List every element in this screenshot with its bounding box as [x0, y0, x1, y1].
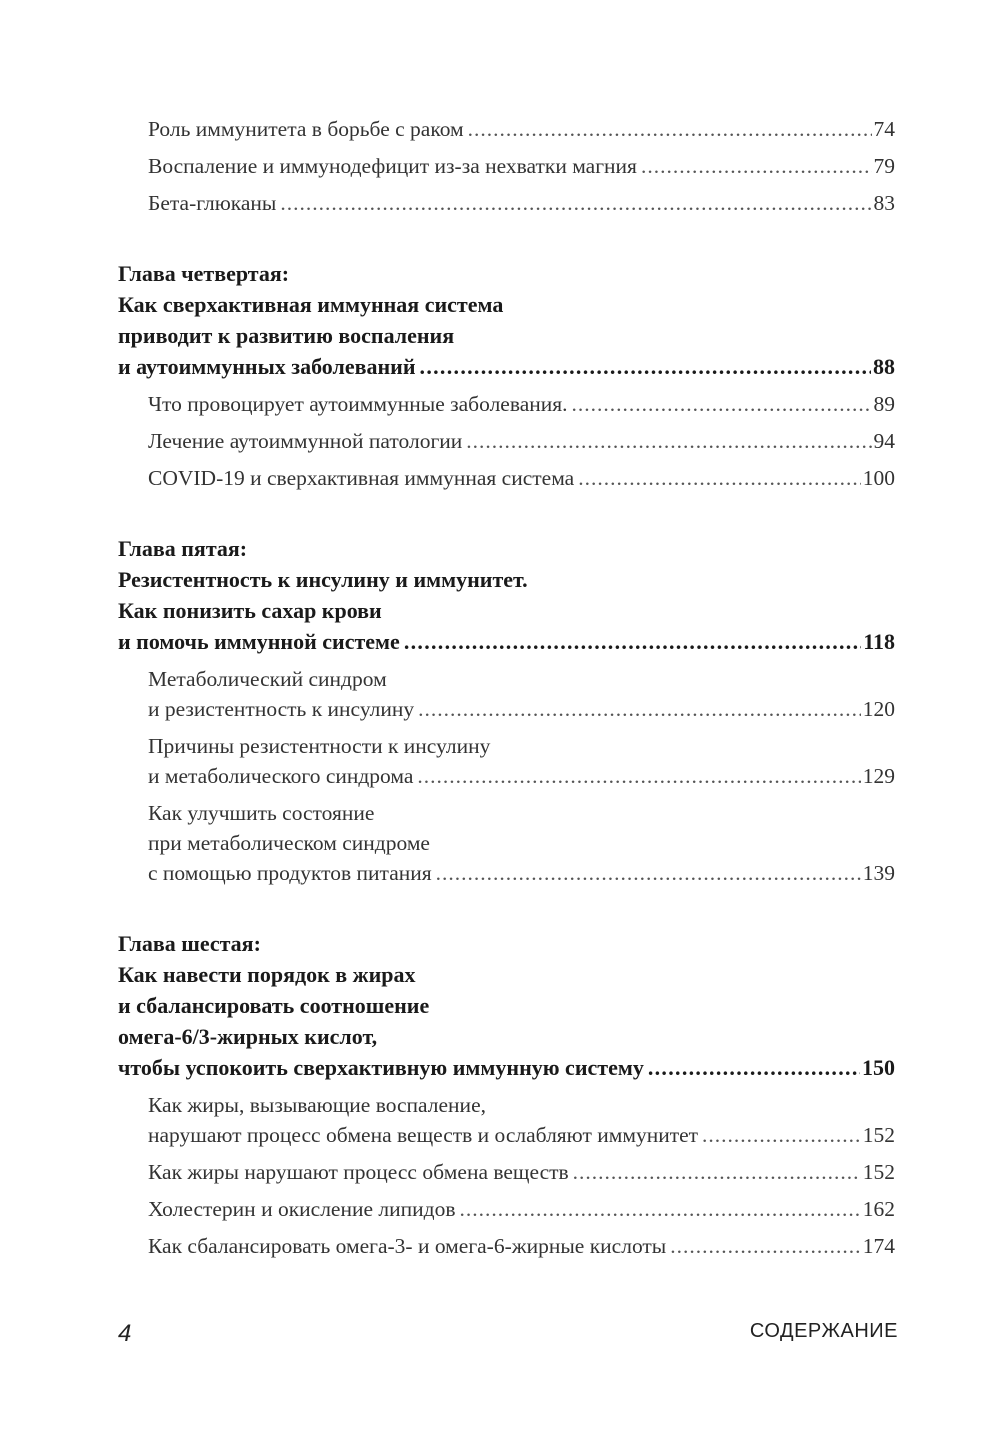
leader-dots [459, 1194, 860, 1224]
chapter-title-line: чтобы успокоить сверхактивную иммунную систему [118, 1055, 644, 1080]
chapter-title-line: приводит к развитию воспаления [118, 323, 455, 348]
toc-entry[interactable] [148, 664, 895, 724]
toc-entry[interactable] [148, 114, 895, 144]
page-number: 174 [862, 1234, 895, 1258]
entry-title: с помощью продуктов питания [148, 861, 432, 885]
entry-title: Как жиры нарушают процесс обмена веществ [148, 1160, 569, 1184]
page-number: 152 [862, 1123, 895, 1147]
leader-dots [670, 1231, 860, 1261]
chapter-title-line: Как навести порядок в жирах [118, 962, 416, 987]
entry-title-line: Метаболический синдром [148, 667, 387, 691]
page-number: 79 [873, 154, 895, 178]
toc-entry[interactable] [148, 1194, 895, 1224]
entry-title: Бета-глюканы [148, 191, 277, 215]
running-title: СОДЕРЖАНИЕ [749, 1320, 898, 1342]
toc-entry[interactable] [148, 426, 895, 456]
toc-entry[interactable] [148, 1090, 895, 1150]
entry-title: нарушают процесс обмена веществ и ослабляют иммунитет [148, 1123, 699, 1147]
toc-entry[interactable] [148, 1157, 895, 1187]
entry-title-line: Причины резистентности к инсулину [148, 734, 491, 758]
leader-dots [468, 114, 872, 144]
chapter-title-line: Как сверхактивная иммунная система [118, 292, 504, 317]
leader-dots [420, 351, 871, 382]
entry-title: Лечение аутоиммунной патологии [148, 429, 463, 453]
entry-title: Что провоцирует аутоиммунные заболевания. [148, 392, 568, 416]
page-number: 83 [873, 191, 895, 215]
chapter-label: Глава пятая: [118, 536, 248, 561]
toc-entry[interactable] [148, 463, 895, 493]
page-number: 129 [862, 764, 895, 788]
leader-dots [280, 188, 871, 218]
page-number: 120 [862, 697, 895, 721]
chapter-title-line: Как понизить сахар крови [118, 598, 382, 623]
entry-title-line: Как жиры, вызывающие воспаление, [148, 1093, 486, 1117]
leader-dots [578, 463, 861, 493]
leader-dots [572, 389, 872, 419]
leader-dots [641, 151, 872, 181]
toc-entry[interactable] [148, 798, 895, 888]
leader-dots [573, 1157, 861, 1187]
entry-title: Как сбалансировать омега-3- и омега-6-жирные кислоты [148, 1234, 667, 1258]
entry-title: COVID-19 и сверхактивная иммунная система [148, 466, 575, 490]
page-number: 88 [873, 354, 895, 379]
entry-title-line: Как улучшить состояние [148, 801, 375, 825]
toc-entry[interactable] [148, 188, 895, 218]
page-number: 89 [873, 392, 895, 416]
page-number: 118 [863, 629, 895, 654]
chapter-label: Глава четвертая: [118, 261, 290, 286]
chapter-title-line: и сбалансировать соотношение [118, 993, 430, 1018]
leader-dots [404, 626, 861, 657]
chapter-title-line: и аутоиммунных заболеваний [118, 354, 416, 379]
chapter-label: Глава шестая: [118, 931, 261, 956]
page-folio: 4 [118, 1320, 132, 1347]
toc-entry[interactable] [148, 389, 895, 419]
entry-title: Роль иммунитета в борьбе с раком [148, 117, 464, 141]
chapter-6-heading[interactable] [118, 928, 895, 1083]
toc-entry[interactable] [148, 1231, 895, 1261]
page-number: 100 [862, 466, 895, 490]
leader-dots [466, 426, 871, 456]
table-of-contents [118, 114, 895, 1261]
page-number: 94 [873, 429, 895, 453]
leader-dots [418, 694, 861, 724]
page-number: 162 [862, 1197, 895, 1221]
entry-title: и резистентность к инсулину [148, 697, 415, 721]
page-number: 139 [862, 861, 895, 885]
page-number: 150 [862, 1055, 895, 1080]
chapter-5-heading[interactable] [118, 533, 895, 657]
leader-dots [702, 1120, 861, 1150]
toc-entry[interactable] [148, 731, 895, 791]
chapter-title-line: и помочь иммунной системе [118, 629, 400, 654]
entry-title-line: при метаболическом синдроме [148, 831, 430, 855]
leader-dots [436, 858, 861, 888]
toc-entry[interactable] [148, 151, 895, 181]
entry-title: Воспаление и иммунодефицит из-за нехватки магния [148, 154, 637, 178]
leader-dots [417, 761, 860, 791]
chapter-title-line: Резистентность к инсулину и иммунитет. [118, 567, 528, 592]
chapter-4-heading[interactable] [118, 258, 895, 382]
page-number: 152 [862, 1160, 895, 1184]
chapter-title-line: омега-6/3-жирных кислот, [118, 1024, 378, 1049]
page-number: 74 [873, 117, 895, 141]
entry-title: Холестерин и окисление липидов [148, 1197, 456, 1221]
entry-title: и метаболического синдрома [148, 764, 414, 788]
leader-dots [648, 1052, 860, 1083]
